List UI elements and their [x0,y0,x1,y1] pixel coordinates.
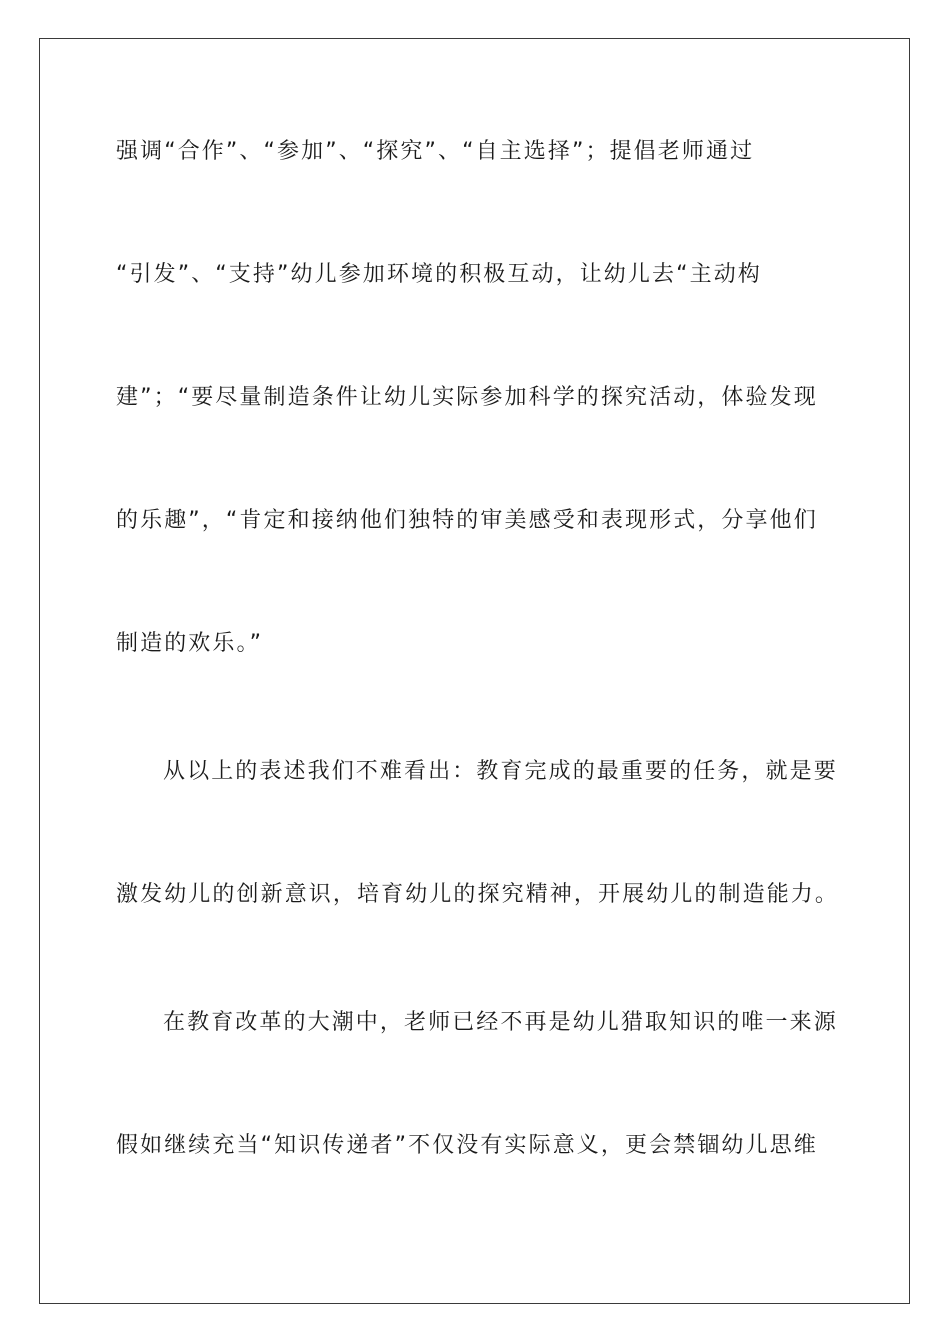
paragraph-3-line-2: 假如继续充当“知识传递者”不仅没有实际意义，更会禁锢幼儿思维 [116,1133,818,1158]
paragraph-2-line-2: 激发幼儿的创新意识，培育幼儿的探究精神，开展幼儿的制造能力。 [116,882,840,907]
paragraph-1-line-1: 强调“合作”、“参加”、“探究”、“自主选择”；提倡老师通过 [116,139,755,164]
paragraph-1-line-4: 的乐趣”，“肯定和接纳他们独特的审美感受和表现形式，分享他们 [116,508,818,533]
paragraph-1-line-2: “引发”、“支持”幼儿参加环境的积极互动，让幼儿去“主动构 [116,262,762,287]
page-border [39,38,910,1304]
paragraph-3-line-1: 在教育改革的大潮中，老师已经不再是幼儿猎取知识的唯一来源 [163,1010,838,1035]
paragraph-1-line-5: 制造的欢乐。” [116,631,264,656]
paragraph-1-line-3: 建”；“要尽量制造条件让幼儿实际参加科学的探究活动，体验发现 [116,385,818,410]
paragraph-2-line-1: 从以上的表述我们不难看出：教育完成的最重要的任务，就是要 [163,759,838,784]
